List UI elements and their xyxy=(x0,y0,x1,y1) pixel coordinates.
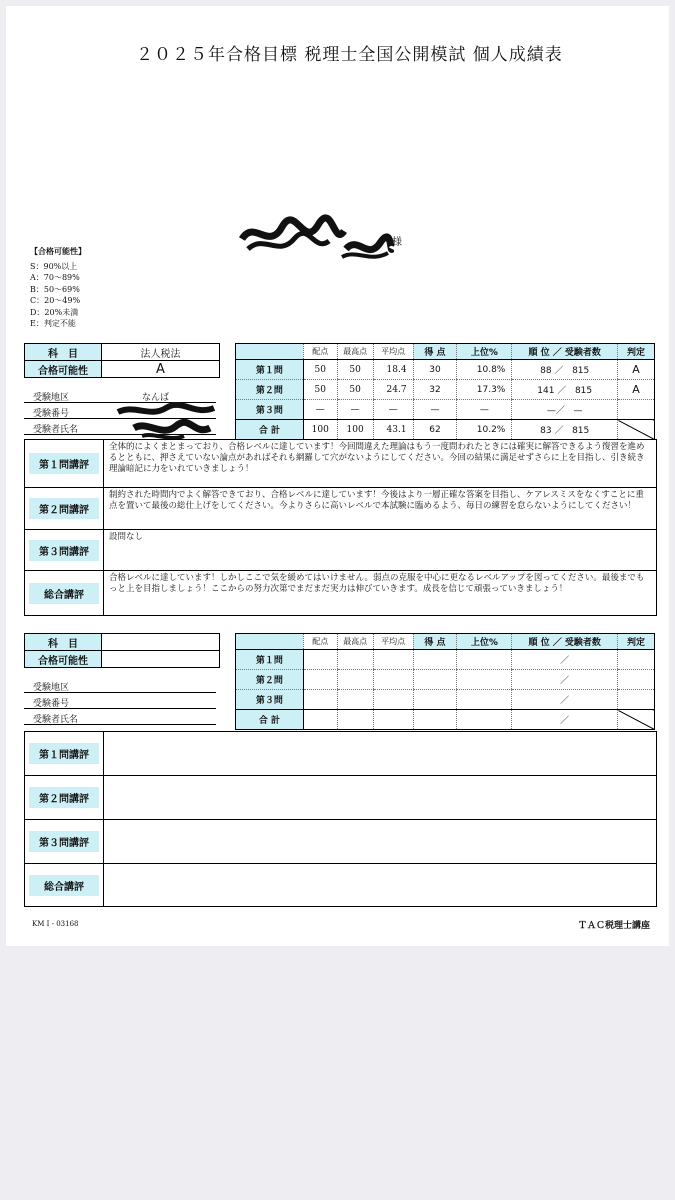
rank-separator: ／ xyxy=(512,650,618,670)
brand-name: ＴＡＣ税理士講座 xyxy=(578,921,651,931)
row-label: 第２問 xyxy=(236,670,304,690)
highest-header: 最高点 xyxy=(337,634,373,650)
blank-header xyxy=(236,634,304,650)
cell-judge xyxy=(618,400,655,420)
redacted-exam-number xyxy=(114,402,224,444)
comment-text xyxy=(104,776,656,819)
rank-header: 順 位 ／ 受験者数 xyxy=(512,344,618,360)
subject-label: 科 目 xyxy=(25,344,102,361)
comment-label: 第３問講評 xyxy=(29,540,99,561)
cell-high: 50 xyxy=(337,360,373,380)
cell-rank xyxy=(512,360,618,380)
comment-label-cell xyxy=(25,864,104,906)
comment-label-cell xyxy=(25,571,104,615)
cell-top: 10.2% xyxy=(457,420,512,440)
sheet1-comments xyxy=(24,439,657,616)
comment-text xyxy=(104,820,656,863)
cell-score: 30 xyxy=(413,360,457,380)
comment-text xyxy=(104,732,656,775)
judgement-header: 判定 xyxy=(618,634,655,650)
rank-header: 順 位 ／ 受験者数 xyxy=(512,634,618,650)
comment-label: 第２問講評 xyxy=(29,498,99,519)
comment-label: 第２問講評 xyxy=(29,787,99,808)
possibility-value xyxy=(102,651,220,668)
comment-label: 第１問講評 xyxy=(29,453,99,474)
exam-number-row xyxy=(24,696,216,709)
comment-row xyxy=(25,571,656,615)
comment-label-cell xyxy=(25,530,104,570)
cell-judge-diagonal xyxy=(618,710,655,730)
region-label: 受験地区 xyxy=(33,683,70,693)
region-label: 受験地区 xyxy=(33,393,70,403)
comment-label-cell xyxy=(25,488,104,529)
cell-high: — xyxy=(337,400,373,420)
comment-row xyxy=(25,776,656,820)
legend-item: C：20〜49% xyxy=(30,296,81,305)
rank: 141 xyxy=(537,386,555,396)
score-header: 得 点 xyxy=(413,344,457,360)
comment-row xyxy=(25,820,656,864)
max-points-header: 配点 xyxy=(303,634,337,650)
cell-avg: 24.7 xyxy=(373,380,413,400)
top-percent-header: 上位% xyxy=(457,344,512,360)
rank-separator: ／ xyxy=(512,690,618,710)
top-percent-header: 上位% xyxy=(457,634,512,650)
rank: 83 xyxy=(540,426,552,436)
comment-label-cell xyxy=(25,820,104,863)
comment-label-cell xyxy=(25,440,104,487)
report-title: ２０２５年合格目標 税理士全国公開模試 個人成績表 xyxy=(136,45,563,65)
average-header: 平均点 xyxy=(373,344,413,360)
row-label: 合 計 xyxy=(236,420,304,440)
possibility-value: A xyxy=(102,361,220,378)
region-value: なんば xyxy=(142,393,170,403)
exam-number-label: 受験番号 xyxy=(33,409,70,419)
cell-high: 100 xyxy=(337,420,373,440)
row-label: 第１問 xyxy=(236,360,304,380)
comment-row xyxy=(25,732,656,776)
rank-separator: ／ xyxy=(554,366,564,376)
average-header: 平均点 xyxy=(373,634,413,650)
comment-label-cell xyxy=(25,776,104,819)
examinee-name-label: 受験者氏名 xyxy=(33,425,79,435)
sheet1-subject-box xyxy=(24,343,220,378)
examinee-count: 815 xyxy=(572,426,590,436)
region-row xyxy=(24,680,216,693)
rank-separator: ／ xyxy=(555,406,565,416)
comment-row xyxy=(25,440,656,488)
row-label: 第１問 xyxy=(236,650,304,670)
legend-header: 【合格可能性】 xyxy=(30,247,86,256)
comment-row xyxy=(25,864,656,906)
cell-avg: 18.4 xyxy=(373,360,413,380)
legend-item: D：20%未満 xyxy=(30,307,79,317)
cell-judge: A xyxy=(618,380,655,400)
cell-score: — xyxy=(413,400,457,420)
comment-text: 設問なし xyxy=(109,532,144,542)
sheet2-score-table xyxy=(235,633,655,730)
row-label: 合 計 xyxy=(236,710,304,730)
table-row xyxy=(236,650,655,670)
judgement-header: 判定 xyxy=(618,344,655,360)
score-report-sheet xyxy=(6,6,669,946)
examinee-count: — xyxy=(573,406,583,416)
form-code: KM I - 03168 xyxy=(32,920,79,928)
table-row-total xyxy=(236,420,655,440)
subject-value xyxy=(102,634,220,651)
cell-judge: A xyxy=(618,360,655,380)
possibility-label: 合格可能性 xyxy=(25,651,102,668)
rank: — xyxy=(546,406,556,416)
examinee-count: 815 xyxy=(572,366,590,376)
cell-high: 50 xyxy=(337,380,373,400)
sheet2-subject-box xyxy=(24,633,220,668)
comment-label: 第３問講評 xyxy=(29,831,99,852)
rank-separator: ／ xyxy=(512,710,618,730)
cell-max: 50 xyxy=(303,360,337,380)
cell-rank xyxy=(512,420,618,440)
examinee-name-label: 受験者氏名 xyxy=(33,715,79,725)
redacted-name-scribble xyxy=(234,209,394,265)
cell-top: 10.8% xyxy=(457,360,512,380)
comment-label: 総合講評 xyxy=(29,875,99,896)
cell-max: — xyxy=(303,400,337,420)
legend-item: S：90%以上 xyxy=(30,261,78,271)
sheet2-comments xyxy=(24,731,657,907)
table-row-total xyxy=(236,710,655,730)
table-row xyxy=(236,670,655,690)
possibility-label: 合格可能性 xyxy=(25,361,102,378)
comment-text xyxy=(104,864,656,906)
comment-label: 総合講評 xyxy=(29,583,99,604)
comment-label: 第１問講評 xyxy=(29,743,99,764)
pass-possibility-legend xyxy=(30,246,86,330)
legend-item: E：判定不能 xyxy=(30,319,76,328)
cell-judge-diagonal xyxy=(618,420,655,440)
comment-text: 制約された時間内でよく解答できており、合格レベルに達しています！今後はより一層正確な答案を目指し、ケアレスミスをなくすことに重点を置いて最後の総仕上げをしてください。今よりさらに高いレベルで本試験に臨めるよう、毎日の練習を怠らないようにしてください！ xyxy=(109,490,644,512)
comment-text: 全体的によくまとまっており、合格レベルに達しています！今回間違えた理論はもう一度問われたときには確実に解答できるよう復習を進めるとともに、押さえていない論点があればそれも網羅して穴がないようにしてください。今回の結果に満足せずさらに上を目指し、引き続き理論暗記に力をいれていきましょう！ xyxy=(109,442,645,475)
exam-number-label: 受験番号 xyxy=(33,699,70,709)
rank-separator: ／ xyxy=(557,386,567,396)
table-row xyxy=(236,690,655,710)
subject-value: 法人税法 xyxy=(102,344,220,361)
cell-score: 32 xyxy=(413,380,457,400)
comment-row xyxy=(25,488,656,530)
sheet1-score-table xyxy=(235,343,655,440)
cell-rank xyxy=(512,400,618,420)
rank: 88 xyxy=(540,366,552,376)
row-label: 第２問 xyxy=(236,380,304,400)
honorific: 様 xyxy=(392,237,402,248)
cell-max: 50 xyxy=(303,380,337,400)
examinee-name-row xyxy=(24,712,216,725)
blank-header xyxy=(236,344,304,360)
table-row xyxy=(236,380,655,400)
rank-separator: ／ xyxy=(512,670,618,690)
score-header: 得 点 xyxy=(413,634,457,650)
cell-rank xyxy=(512,380,618,400)
subject-label: 科 目 xyxy=(25,634,102,651)
cell-max: 100 xyxy=(303,420,337,440)
examinee-count: 815 xyxy=(574,386,593,396)
cell-score: 62 xyxy=(413,420,457,440)
legend-item: A：70〜89% xyxy=(30,273,80,282)
rank-separator: ／ xyxy=(554,426,564,436)
highest-header: 最高点 xyxy=(337,344,373,360)
cell-avg: 43.1 xyxy=(373,420,413,440)
row-label: 第３問 xyxy=(236,690,304,710)
comment-row xyxy=(25,530,656,571)
table-row xyxy=(236,360,655,380)
comment-text: 合格レベルに達しています！しかしここで気を緩めてはいけません。弱点の克服を中心に更なるレベルアップを図ってください。最後までもっと上を目指しましょう！ここからの努力次第でまだまだ実力は伸びていきます。成長を信じて頑張っていきましょう！ xyxy=(109,573,645,595)
cell-top: 17.3% xyxy=(457,380,512,400)
row-label: 第３問 xyxy=(236,400,304,420)
table-row xyxy=(236,400,655,420)
cell-top: — xyxy=(457,400,512,420)
max-points-header: 配点 xyxy=(303,344,337,360)
legend-item: B：50〜69% xyxy=(30,284,80,294)
cell-avg: — xyxy=(373,400,413,420)
comment-label-cell xyxy=(25,732,104,775)
